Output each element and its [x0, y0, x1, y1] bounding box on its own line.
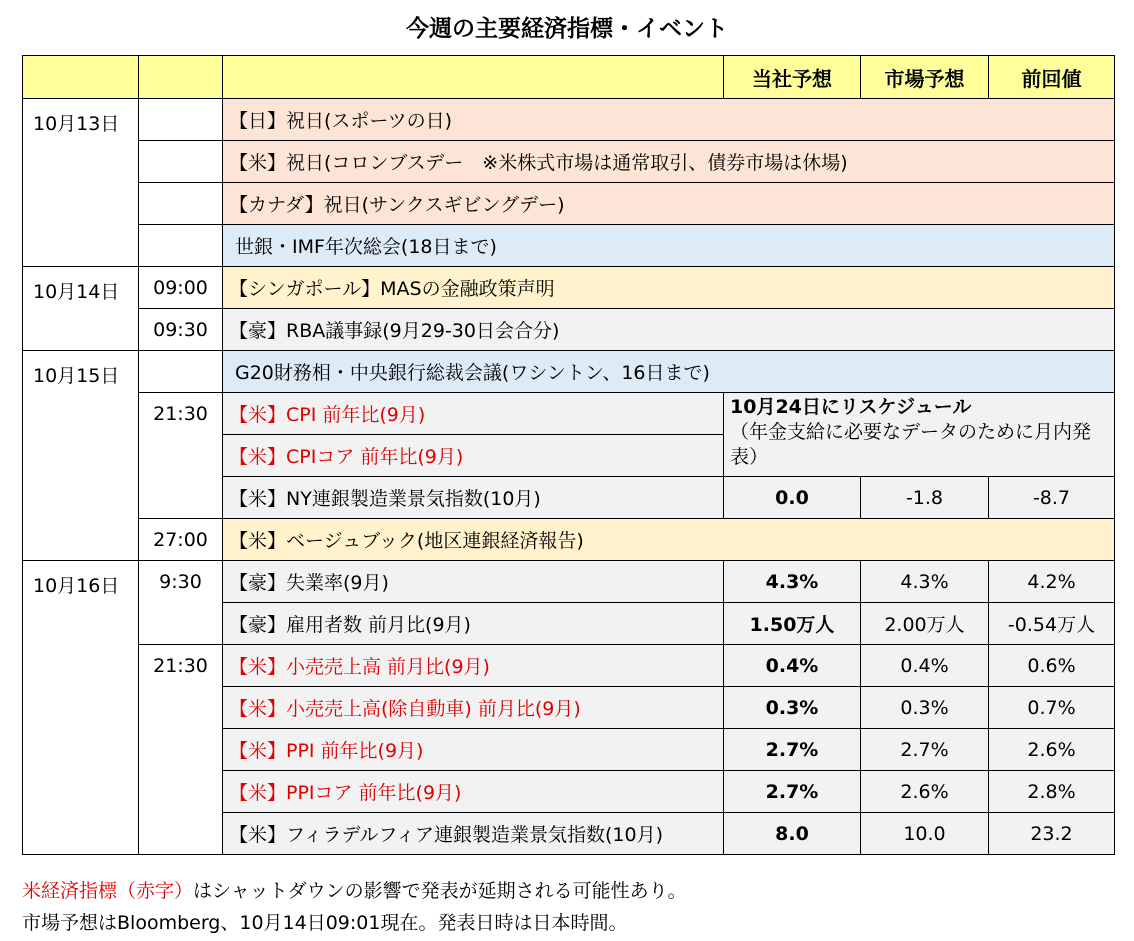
date-cell: 10月14日	[23, 267, 139, 351]
header-previous: 前回値	[989, 56, 1115, 99]
desc-cell: 【豪】雇用者数 前月比(9月)	[223, 603, 724, 645]
desc-cell: 【米】CPI 前年比(9月)	[223, 393, 724, 435]
desc-cell: 【カナダ】祝日(サンクスギビングデー)	[223, 183, 1115, 225]
desc-cell: 【米】NY連銀製造業景気指数(10月)	[223, 477, 724, 519]
table-row	[23, 183, 1115, 225]
desc-cell: 【シンガポール】MASの金融政策声明	[223, 267, 1115, 309]
forecast-cell: 2.7%	[724, 729, 861, 771]
consensus-cell: 0.4%	[861, 645, 989, 687]
cpi-note-line1: 10月24日にリスケジュール	[730, 396, 972, 418]
footnote-shutdown-text: はシャットダウンの影響で発表が延期される可能性あり。	[193, 880, 687, 902]
table-row	[23, 561, 1115, 603]
desc-cell: 【豪】RBA議事録(9月29-30日会合分)	[223, 309, 1115, 351]
consensus-cell: 4.3%	[861, 561, 989, 603]
desc-cell: 【米】ベージュブック(地区連銀経済報告)	[223, 519, 1115, 561]
date-cell: 10月15日	[23, 351, 139, 561]
time-cell: 9:30	[139, 561, 223, 645]
time-cell	[139, 141, 223, 183]
forecast-cell: 1.50万人	[724, 603, 861, 645]
footnote-red-label: 米経済指標（赤字）	[22, 880, 194, 902]
consensus-cell: 0.3%	[861, 687, 989, 729]
forecast-cell: 4.3%	[724, 561, 861, 603]
desc-cell: 【米】祝日(コロンブスデー ※米株式市場は通常取引、債券市場は休場)	[223, 141, 1115, 183]
table-row	[23, 519, 1115, 561]
time-cell	[139, 99, 223, 141]
forecast-cell: 0.4%	[724, 645, 861, 687]
desc-cell: 【日】祝日(スポーツの日)	[223, 99, 1115, 141]
time-cell	[139, 225, 223, 267]
header-forecast: 当社予想	[724, 56, 861, 99]
desc-cell: 【米】フィラデルフィア連銀製造業景気指数(10月)	[223, 813, 724, 855]
table-row	[23, 141, 1115, 183]
previous-cell: -0.54万人	[989, 603, 1115, 645]
date-cell: 10月13日	[23, 99, 139, 267]
consensus-cell: 10.0	[861, 813, 989, 855]
forecast-cell: 0.3%	[724, 687, 861, 729]
economic-calendar-table	[22, 55, 1115, 855]
forecast-cell: 2.7%	[724, 771, 861, 813]
table-row	[23, 351, 1115, 393]
previous-cell: 4.2%	[989, 561, 1115, 603]
time-cell: 21:30	[139, 645, 223, 855]
table-row	[23, 99, 1115, 141]
consensus-cell: 2.6%	[861, 771, 989, 813]
consensus-cell: -1.8	[861, 477, 989, 519]
footnote-shutdown	[22, 876, 687, 903]
desc-cell: G20財務相・中央銀行総裁会議(ワシントン、16日まで)	[223, 351, 1115, 393]
desc-cell: 【米】小売売上高(除自動車) 前月比(9月)	[223, 687, 724, 729]
time-cell: 27:00	[139, 519, 223, 561]
desc-cell: 世銀・IMF年次総会(18日まで)	[223, 225, 1115, 267]
table-row	[23, 309, 1115, 351]
footnote-source: 市場予想はBloomberg、10月14日09:01現在。発表日時は日本時間。	[22, 912, 628, 934]
forecast-cell: 8.0	[724, 813, 861, 855]
desc-cell: 【米】小売売上高 前月比(9月)	[223, 645, 724, 687]
previous-cell: 0.6%	[989, 645, 1115, 687]
desc-cell: 【豪】失業率(9月)	[223, 561, 724, 603]
previous-cell: 2.8%	[989, 771, 1115, 813]
desc-cell: 【米】PPIコア 前年比(9月)	[223, 771, 724, 813]
desc-cell: 【米】PPI 前年比(9月)	[223, 729, 724, 771]
header-desc	[223, 56, 724, 99]
table-row	[23, 393, 1115, 435]
time-cell	[139, 351, 223, 393]
cpi-note-line2: （年金支給に必要なデータのために月内発表）	[730, 421, 1092, 468]
previous-cell: 0.7%	[989, 687, 1115, 729]
page-title: 今週の主要経済指標・イベント	[406, 16, 728, 42]
table-header-row	[23, 56, 1115, 99]
consensus-cell: 2.7%	[861, 729, 989, 771]
time-cell: 21:30	[139, 393, 223, 519]
date-cell: 10月16日	[23, 561, 139, 855]
previous-cell: -8.7	[989, 477, 1115, 519]
time-cell: 09:30	[139, 309, 223, 351]
consensus-cell: 2.00万人	[861, 603, 989, 645]
previous-cell: 23.2	[989, 813, 1115, 855]
forecast-cell: 0.0	[724, 477, 861, 519]
table-row	[23, 645, 1115, 687]
table-row	[23, 225, 1115, 267]
header-consensus: 市場予想	[861, 56, 989, 99]
cpi-reschedule-note	[724, 393, 1115, 477]
time-cell: 09:00	[139, 267, 223, 309]
header-date	[23, 56, 139, 99]
table-row	[23, 267, 1115, 309]
header-time	[139, 56, 223, 99]
previous-cell: 2.6%	[989, 729, 1115, 771]
desc-cell: 【米】CPIコア 前年比(9月)	[223, 435, 724, 477]
time-cell	[139, 183, 223, 225]
